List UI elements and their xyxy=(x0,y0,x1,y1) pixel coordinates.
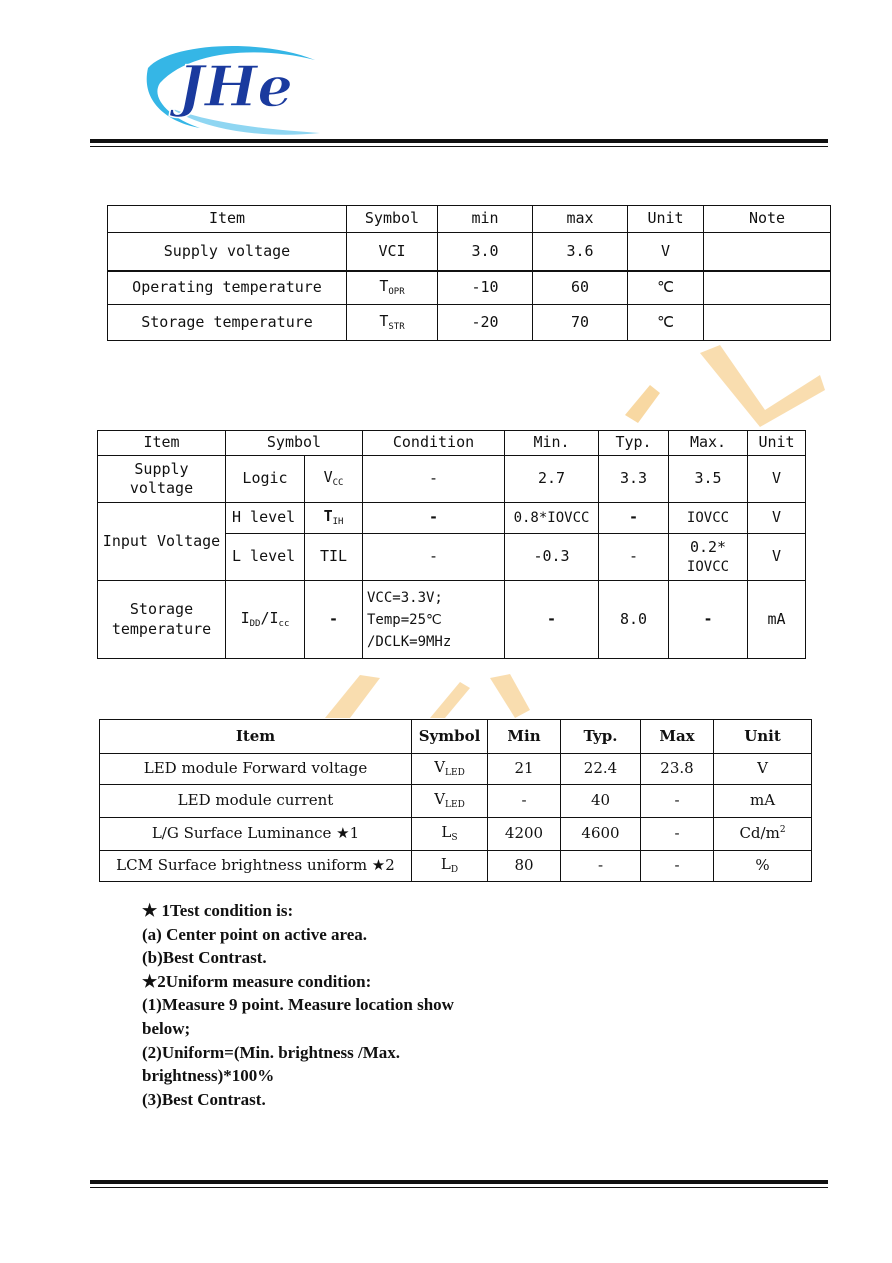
symbol-text: L xyxy=(440,855,451,874)
cell-symbol xyxy=(412,818,488,851)
cell-unit: ℃ xyxy=(628,305,704,341)
symbol-text: V xyxy=(434,758,446,777)
watermark-2 xyxy=(320,670,540,720)
cell-condition: - xyxy=(363,456,505,503)
unit-text: V xyxy=(757,759,768,778)
cell-unit xyxy=(714,818,812,851)
cell-symbol xyxy=(412,785,488,818)
symbol-text: L xyxy=(441,823,452,842)
col-header: Max xyxy=(641,720,714,754)
cell-min: 21 xyxy=(488,754,561,785)
cell-symbol: TIL xyxy=(305,534,363,581)
symbol-subscript: CC xyxy=(332,478,344,489)
cell-unit: V xyxy=(748,503,806,534)
test-condition-notes xyxy=(142,899,562,1111)
cell-note xyxy=(704,305,831,341)
footer-rule-thin xyxy=(90,1187,828,1188)
symbol-subscript: OPR xyxy=(388,286,405,297)
cell-max: 3.5 xyxy=(669,456,748,503)
cell-min: 2.7 xyxy=(505,456,599,503)
symbol-text: V xyxy=(434,790,446,809)
symbol-text: I xyxy=(269,608,279,627)
cell-item: LED module Forward voltage xyxy=(100,754,412,785)
item-line: Supply xyxy=(134,459,189,478)
table-row xyxy=(100,754,812,785)
cell-unit: V xyxy=(748,456,806,503)
cell-item: Operating temperature xyxy=(108,271,347,305)
symbol-text: V xyxy=(323,468,333,487)
note-line: below; xyxy=(142,1018,191,1038)
table-row xyxy=(100,851,812,882)
table-row xyxy=(108,233,831,271)
cell-item: LCM Surface brightness uniform ★2 xyxy=(100,851,412,882)
cell-symbol xyxy=(347,233,438,271)
unit-text: mA xyxy=(749,791,776,810)
cell-min: 3.0 xyxy=(438,233,533,271)
condition-line: /DCLK=9MHz xyxy=(367,633,452,650)
table-row xyxy=(108,271,831,305)
cell-symbol xyxy=(347,271,438,305)
cell-typ: 22.4 xyxy=(561,754,641,785)
logo-text: JHe xyxy=(178,54,294,120)
col-header: Typ. xyxy=(561,720,641,754)
cell-condition xyxy=(363,581,505,659)
symbol-text: I xyxy=(240,608,250,627)
table-header-row xyxy=(100,720,812,754)
item-line: Storage xyxy=(129,600,194,618)
col-header: max xyxy=(533,206,628,233)
col-header: Typ. xyxy=(599,431,669,456)
note-line: (a) Center point on active area. xyxy=(142,924,368,944)
symbol-separator: / xyxy=(260,608,270,627)
cell-min: - xyxy=(488,785,561,818)
cell-typ: 8.0 xyxy=(599,581,669,659)
col-header: min xyxy=(438,206,533,233)
symbol-subscript: D xyxy=(450,865,459,876)
cell-item: Input Voltage xyxy=(98,503,226,581)
cell-sub-label: L level xyxy=(226,534,305,581)
symbol-subscript: DD xyxy=(249,618,261,629)
cell-typ: 40 xyxy=(561,785,641,818)
header-rule-thin xyxy=(90,146,828,147)
table-row xyxy=(98,581,806,659)
cell-max: - xyxy=(641,785,714,818)
cell-max: 3.6 xyxy=(533,233,628,271)
cell-min: 0.8*IOVCC xyxy=(505,503,599,534)
col-header: Item xyxy=(100,720,412,754)
symbol-subscript: LED xyxy=(445,768,465,779)
col-header: Min. xyxy=(505,431,599,456)
col-header: Condition xyxy=(363,431,505,456)
cell-item xyxy=(98,581,226,659)
cell-typ: - xyxy=(599,503,669,534)
unit-text: % xyxy=(755,856,770,875)
unit-superscript: 2 xyxy=(779,825,786,836)
col-header: Unit xyxy=(748,431,806,456)
cell-unit: V xyxy=(748,534,806,581)
cell-item: Storage temperature xyxy=(108,305,347,341)
unit-text: Cd/m xyxy=(739,824,780,843)
table-row xyxy=(100,785,812,818)
cell-max: 70 xyxy=(533,305,628,341)
item-line: voltage xyxy=(129,479,194,497)
cell-max: - xyxy=(641,851,714,882)
cell-symbol xyxy=(412,851,488,882)
cell-unit xyxy=(714,754,812,785)
col-header: Unit xyxy=(714,720,812,754)
backlight-table xyxy=(99,719,812,882)
cell-note xyxy=(704,233,831,271)
table-row xyxy=(98,456,806,503)
col-header: Symbol xyxy=(226,431,363,456)
cell-sub-label: H level xyxy=(226,503,305,534)
company-logo xyxy=(140,38,330,138)
cell-unit: mA xyxy=(748,581,806,659)
cell-max: - xyxy=(641,818,714,851)
cell-typ: 4600 xyxy=(561,818,641,851)
cell-max: 23.8 xyxy=(641,754,714,785)
table-header-row xyxy=(98,431,806,456)
cell-min: -0.3 xyxy=(505,534,599,581)
cell-symbol xyxy=(226,581,305,659)
symbol-subscript: cc xyxy=(278,618,290,629)
cell-note xyxy=(704,271,831,305)
symbol-subscript: STR xyxy=(388,321,405,332)
table-row xyxy=(108,305,831,341)
cell-min: 4200 xyxy=(488,818,561,851)
cell-unit xyxy=(714,785,812,818)
cell-max: 60 xyxy=(533,271,628,305)
symbol-subscript: LED xyxy=(445,800,465,811)
cell-sub-label: Logic xyxy=(226,456,305,503)
symbol-text: VCI xyxy=(378,241,406,260)
item-line: temperature xyxy=(111,619,212,638)
cell-symbol xyxy=(305,456,363,503)
cell-min: - xyxy=(505,581,599,659)
col-header: Min xyxy=(488,720,561,754)
max-line: 0.2* xyxy=(689,538,727,557)
note-line: (b)Best Contrast. xyxy=(142,948,267,968)
col-header: Unit xyxy=(628,206,704,233)
cell-max xyxy=(669,534,748,581)
electrical-characteristics-table xyxy=(97,430,806,659)
cell-min: -10 xyxy=(438,271,533,305)
cell-symbol xyxy=(412,754,488,785)
symbol-subscript: S xyxy=(451,833,458,844)
header-rule xyxy=(90,139,828,143)
note-line: (1)Measure 9 point. Measure location show xyxy=(142,995,454,1015)
col-header: Symbol xyxy=(412,720,488,754)
cell-item: L/G Surface Luminance ★1 xyxy=(100,818,412,851)
col-header: Symbol xyxy=(347,206,438,233)
table-row xyxy=(100,818,812,851)
cell-condition: - xyxy=(363,503,505,534)
cell-typ: - xyxy=(561,851,641,882)
cell-symbol xyxy=(347,305,438,341)
cell-min: 80 xyxy=(488,851,561,882)
cell-condition: - xyxy=(363,534,505,581)
absolute-ratings-table xyxy=(107,205,831,341)
note-line: (2)Uniform=(Min. brightness /Max. xyxy=(142,1042,401,1062)
footer-rule xyxy=(90,1180,828,1184)
symbol-text: T xyxy=(379,276,389,295)
col-header: Item xyxy=(98,431,226,456)
col-header: Note xyxy=(704,206,831,233)
cell-typ: 3.3 xyxy=(599,456,669,503)
note-line: ★2Uniform measure condition: xyxy=(142,971,372,991)
cell-max: IOVCC xyxy=(669,503,748,534)
cell-max: - xyxy=(669,581,748,659)
cell-unit xyxy=(714,851,812,882)
watermark xyxy=(620,345,830,430)
condition-line: Temp=25℃ xyxy=(367,611,442,628)
cell-typ: - xyxy=(599,534,669,581)
cell-item xyxy=(98,456,226,503)
cell-unit: ℃ xyxy=(628,271,704,305)
table-row xyxy=(98,503,806,534)
symbol-subscript: IH xyxy=(332,517,344,528)
condition-line: VCC=3.3V; xyxy=(367,589,443,606)
symbol-text: T xyxy=(379,311,389,330)
col-header: Max. xyxy=(669,431,748,456)
cell-unit: V xyxy=(628,233,704,271)
cell-min: -20 xyxy=(438,305,533,341)
note-line: (3)Best Contrast. xyxy=(142,1089,266,1109)
note-line: brightness)*100% xyxy=(142,1066,275,1086)
symbol-text: T xyxy=(323,507,333,526)
table-header-row xyxy=(108,206,831,233)
cell-item: Supply voltage xyxy=(108,233,347,271)
col-header: Item xyxy=(108,206,347,233)
cell-symbol xyxy=(305,503,363,534)
note-line: ★ 1Test condition is: xyxy=(142,901,294,920)
cell-symbol2: - xyxy=(305,581,363,659)
max-line: IOVCC xyxy=(686,558,730,575)
cell-item: LED module current xyxy=(100,785,412,818)
